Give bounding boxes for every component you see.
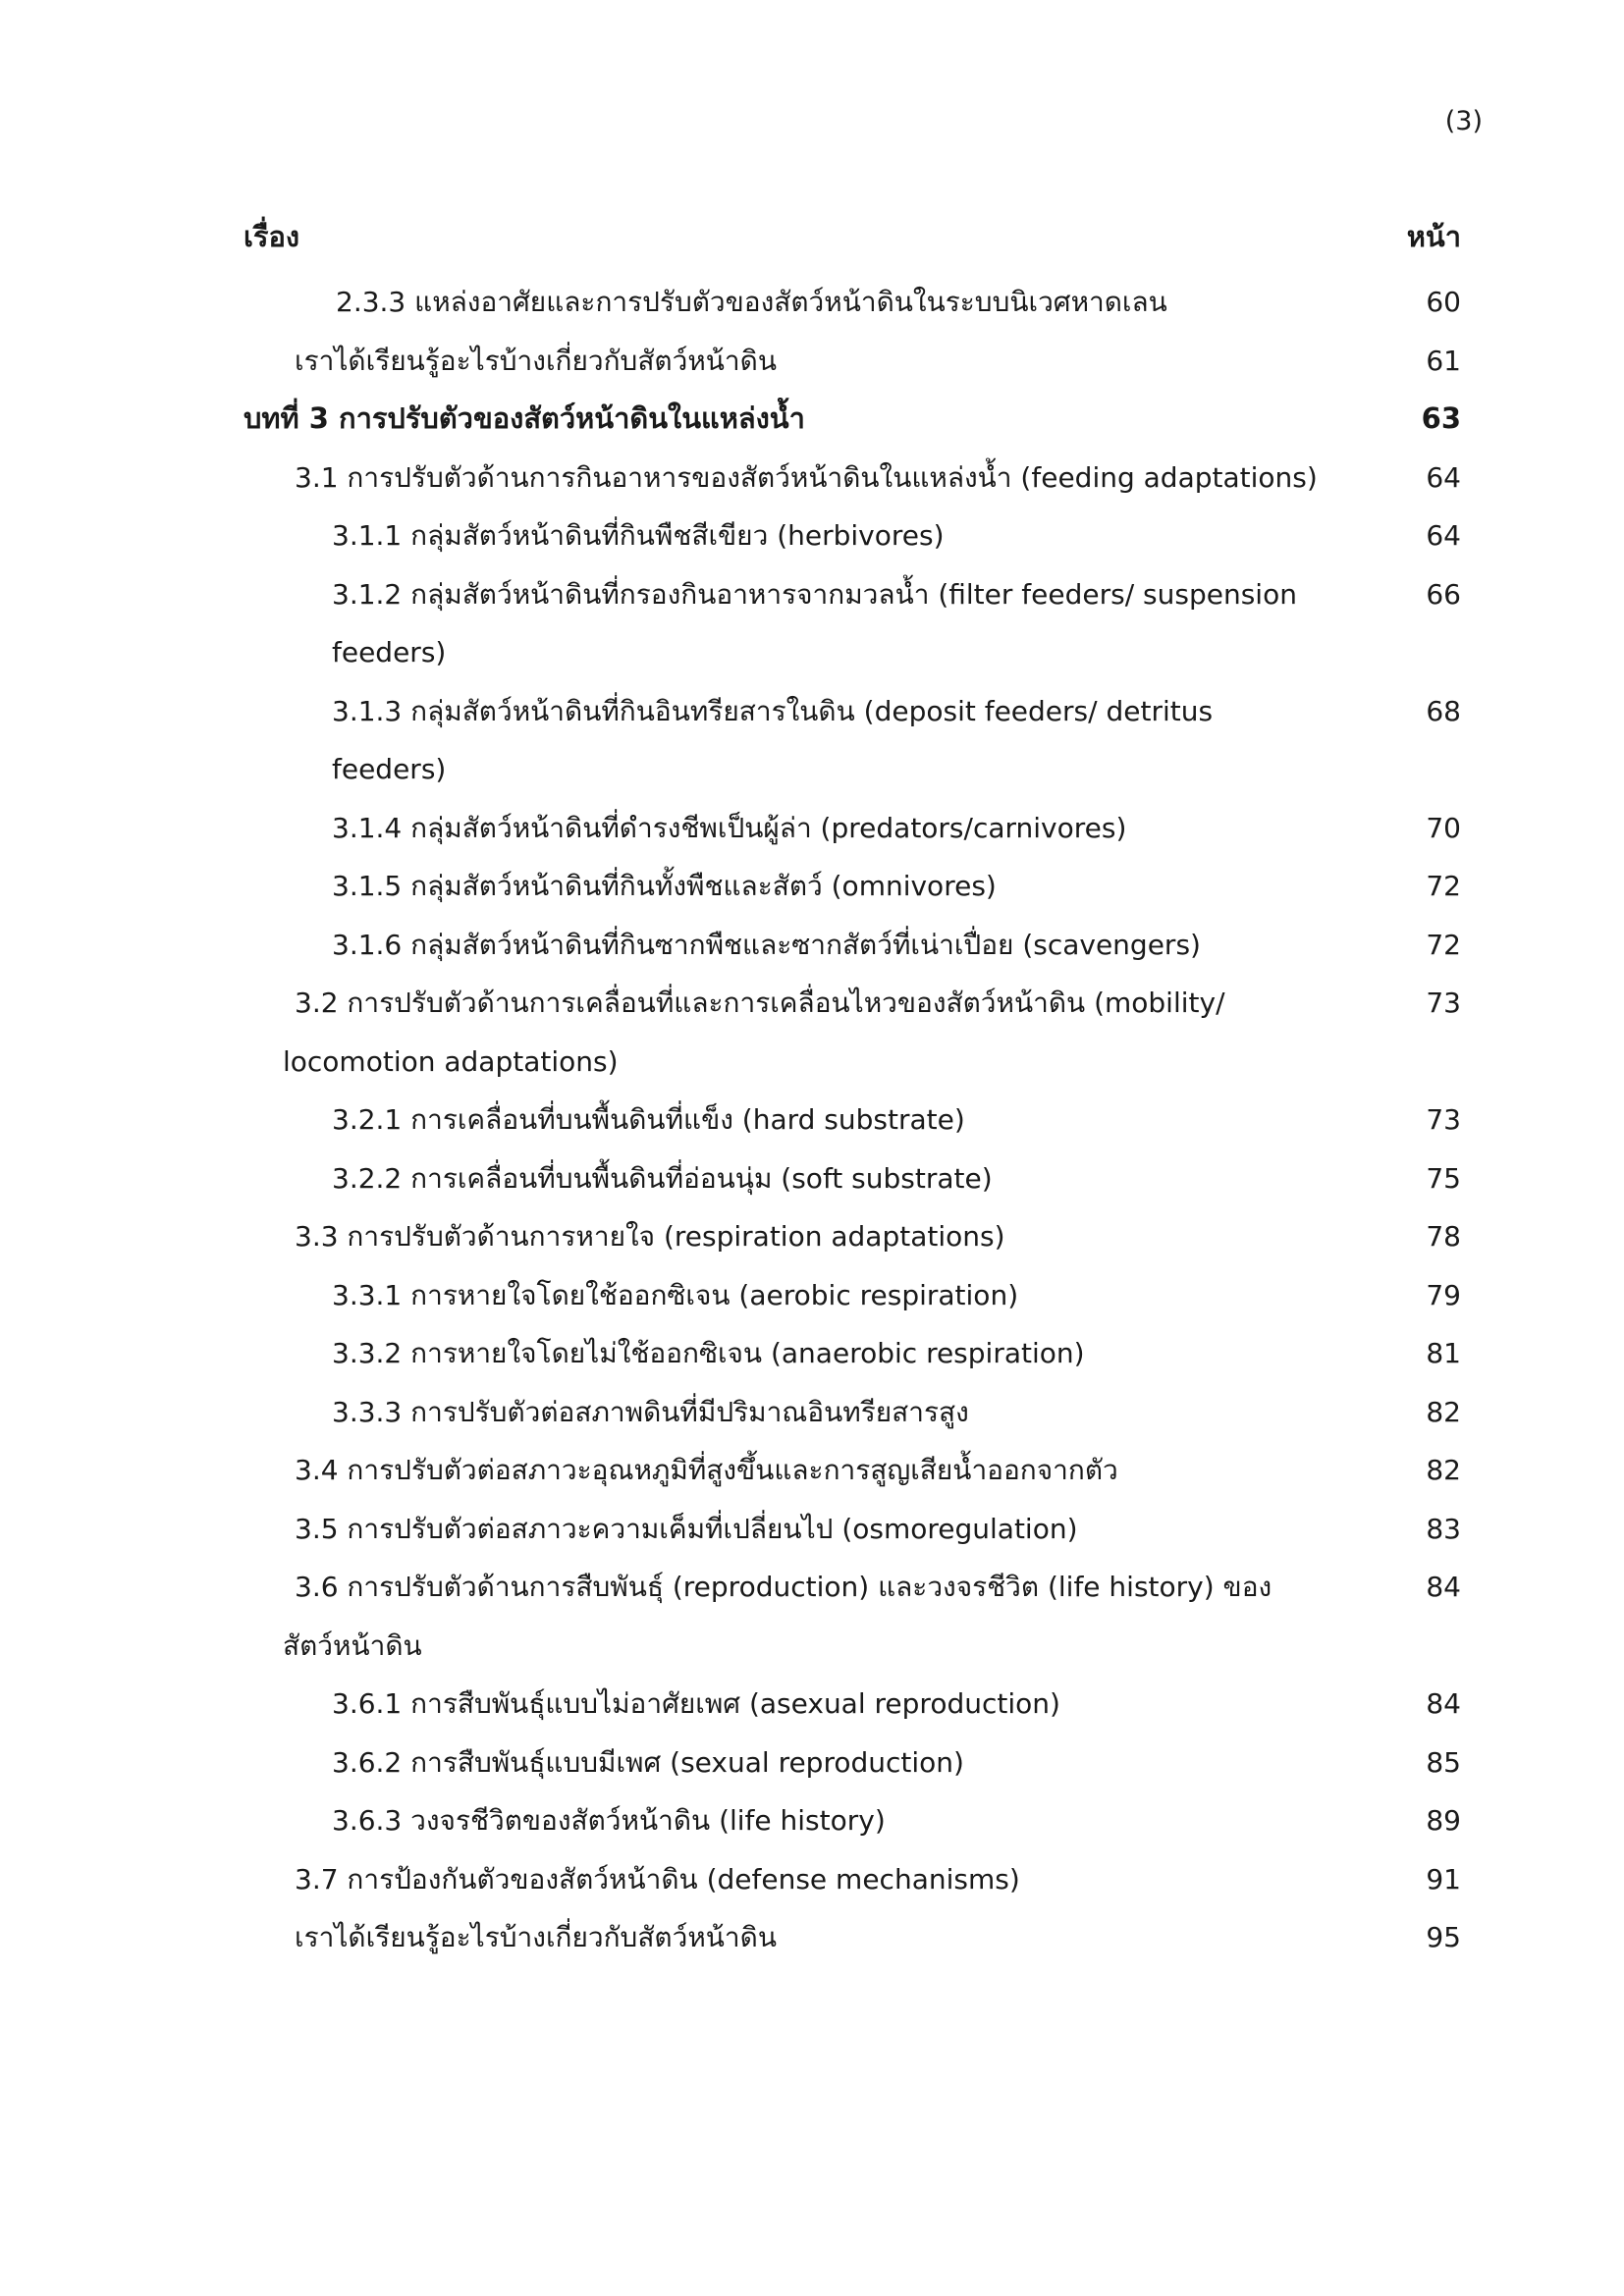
toc-entry-title-continuation: feeders)	[332, 636, 447, 668]
toc-entry-page: 72	[1426, 870, 1461, 902]
toc-entry-title: 3.2 การปรับตัวด้านการเคลื่อนที่และการเคลื่อนไหวของสัตว์หน้าดิน (mobility/	[295, 987, 1225, 1019]
toc-entry-title: เราได้เรียนรู้อะไรบ้างเกี่ยวกับสัตว์หน้าดิน	[295, 1921, 777, 1953]
toc-entry-title: 3.1.6 กลุ่มสัตว์หน้าดินที่กินซากพืชและซากสัตว์ที่เน่าเปื่อย (scavengers)	[332, 928, 1201, 961]
toc-entry-title: 3.1.5 กลุ่มสัตว์หน้าดินที่กินทั้งพืชและสัตว์ (omnivores)	[332, 870, 997, 902]
toc-entry-page: 84	[1426, 1687, 1461, 1720]
toc-entry-page: 82	[1426, 1395, 1461, 1428]
toc-entry[interactable]	[244, 857, 1461, 916]
toc-entry-title: 2.3.3 แหล่งอาศัยและการปรับตัวของสัตว์หน้าดินในระบบนิเวศหาดเลน	[336, 286, 1167, 318]
toc-entry[interactable]	[244, 1383, 1461, 1442]
toc-entry-page: 85	[1426, 1745, 1461, 1779]
toc-entry[interactable]	[244, 332, 1461, 391]
toc-entry[interactable]	[244, 974, 1461, 1091]
toc-entry-title: 3.6.3 วงจรชีวิตของสัตว์หน้าดิน (life history)	[332, 1804, 886, 1837]
toc-entry-page: 63	[1421, 401, 1461, 435]
toc-entry-title: 3.1.2 กลุ่มสัตว์หน้าดินที่กรองกินอาหารจากมวลน้ำ (filter feeders/ suspension	[332, 577, 1297, 611]
toc-entry[interactable]	[244, 1500, 1461, 1559]
toc-entry-title: 3.1.1 กลุ่มสัตว์หน้าดินที่กินพืชสีเขียว (herbivores)	[332, 519, 945, 552]
toc-entry[interactable]	[244, 799, 1461, 858]
toc-entry-page: 64	[1426, 519, 1461, 552]
toc-entry-title: 3.3 การปรับตัวด้านการหายใจ (respiration adaptations)	[295, 1220, 1005, 1253]
toc-entry[interactable]	[244, 1207, 1461, 1266]
toc-entry-page: 60	[1426, 286, 1461, 318]
toc-entry[interactable]	[244, 1149, 1461, 1208]
toc-entry[interactable]	[244, 1558, 1461, 1675]
toc-entry[interactable]	[244, 1791, 1461, 1850]
toc-entry-title: 3.4 การปรับตัวต่อสภาวะอุณหภูมิที่สูงขึ้นและการสูญเสียน้ำออกจากตัว	[295, 1454, 1118, 1486]
toc-entry-title: 3.3.1 การหายใจโดยใช้ออกซิเจน (aerobic respiration)	[332, 1278, 1019, 1311]
toc-entry-title: 3.3.3 การปรับตัวต่อสภาพดินที่มีปริมาณอินทรียสารสูง	[332, 1395, 969, 1428]
toc-entry-page: 83	[1426, 1512, 1461, 1545]
toc-entry-page: 72	[1426, 928, 1461, 961]
toc-entry-title: 3.2.1 การเคลื่อนที่บนพื้นดินที่แข็ง (hard substrate)	[332, 1103, 965, 1136]
toc-entry[interactable]	[244, 916, 1461, 975]
toc-entry[interactable]	[244, 1734, 1461, 1792]
toc-entry-page: 89	[1426, 1804, 1461, 1837]
toc-entry[interactable]	[244, 1324, 1461, 1383]
toc-entry[interactable]	[244, 1091, 1461, 1149]
toc-entry-page: 64	[1426, 460, 1461, 494]
table-of-contents	[244, 273, 1461, 1967]
toc-header-page: หน้า	[1406, 220, 1461, 253]
toc-entry-title: 3.6 การปรับตัวด้านการสืบพันธุ์ (reproduction) และวงจรชีวิต (life history) ของ	[295, 1571, 1272, 1603]
toc-entry-title-continuation: สัตว์หน้าดิน	[283, 1629, 422, 1662]
toc-entry-page: 91	[1426, 1862, 1461, 1896]
toc-entry-title: 3.2.2 การเคลื่อนที่บนพื้นดินที่อ่อนนุ่ม (soft substrate)	[332, 1161, 993, 1195]
toc-entry-title: 3.6.1 การสืบพันธุ์แบบไม่อาศัยเพศ (asexual reproduction)	[332, 1687, 1060, 1720]
toc-entry-title: เราได้เรียนรู้อะไรบ้างเกี่ยวกับสัตว์หน้าดิน	[295, 344, 777, 377]
toc-entry-title: 3.7 การป้องกันตัวของสัตว์หน้าดิน (defense mechanisms)	[295, 1862, 1020, 1896]
toc-entry-page: 81	[1426, 1337, 1461, 1369]
toc-entry[interactable]	[244, 507, 1461, 565]
page-number: (3)	[1444, 106, 1483, 136]
toc-entry-page: 95	[1426, 1921, 1461, 1953]
toc-entry-title: 3.1.4 กลุ่มสัตว์หน้าดินที่ดำรงชีพเป็นผู้ล่า (predators/carnivores)	[332, 811, 1127, 844]
toc-entry[interactable]	[244, 1266, 1461, 1325]
toc-entry-title: บทที่ 3 การปรับตัวของสัตว์หน้าดินในแหล่งน้ำ	[244, 401, 805, 435]
toc-entry-title: 3.3.2 การหายใจโดยไม่ใช้ออกซิเจน (anaerobic respiration)	[332, 1337, 1085, 1369]
toc-entry-page: 84	[1426, 1571, 1461, 1603]
toc-entry-page: 82	[1426, 1454, 1461, 1486]
toc-entry-title: 3.1.3 กลุ่มสัตว์หน้าดินที่กินอินทรียสารในดิน (deposit feeders/ detritus feeders)	[332, 694, 1214, 785]
toc-chapter-entry[interactable]	[244, 390, 1461, 449]
toc-entry[interactable]	[244, 1850, 1461, 1909]
toc-entry-page: 66	[1426, 577, 1461, 611]
toc-entry-title: 3.1 การปรับตัวด้านการกินอาหารของสัตว์หน้าดินในแหล่งน้ำ (feeding adaptations)	[295, 460, 1318, 494]
toc-entry-page: 73	[1426, 1103, 1461, 1136]
toc-entry[interactable]	[244, 1441, 1461, 1500]
toc-entry[interactable]	[244, 682, 1461, 799]
toc-entry[interactable]	[244, 565, 1461, 682]
toc-entry-page: 68	[1426, 694, 1461, 727]
toc-entry[interactable]	[244, 273, 1461, 332]
toc-entry-page: 61	[1426, 344, 1461, 377]
toc-entry-page: 79	[1426, 1278, 1461, 1311]
toc-entry[interactable]	[244, 1908, 1461, 1967]
toc-entry-page: 78	[1426, 1220, 1461, 1253]
toc-entry-page: 75	[1426, 1161, 1461, 1195]
toc-entry-title: 3.6.2 การสืบพันธุ์แบบมีเพศ (sexual reproduction)	[332, 1745, 964, 1779]
toc-entry-title-continuation: locomotion adaptations)	[283, 1044, 619, 1078]
toc-entry-title: 3.5 การปรับตัวต่อสภาวะความเค็มที่เปลี่ยนไป (osmoregulation)	[295, 1512, 1078, 1545]
toc-entry[interactable]	[244, 1675, 1461, 1734]
toc-header-topic: เรื่อง	[244, 220, 300, 253]
toc-entry-page: 73	[1426, 987, 1461, 1019]
toc-entry[interactable]	[244, 449, 1461, 507]
toc-header	[244, 214, 1461, 257]
toc-entry-page: 70	[1426, 811, 1461, 844]
